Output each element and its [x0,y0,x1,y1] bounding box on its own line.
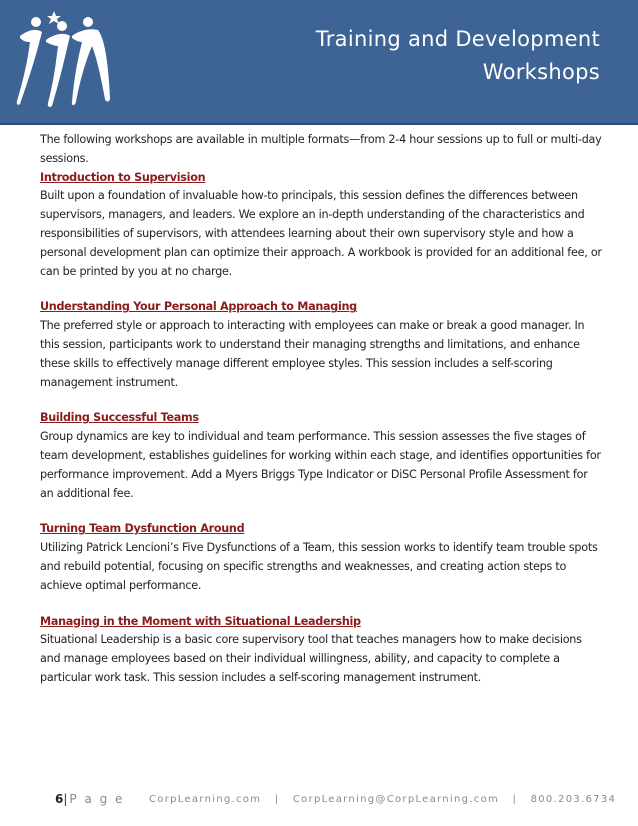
page-title-line-1: Training and Development [315,27,600,51]
workshop-title: Understanding Your Personal Approach to Managing [40,300,357,314]
intro-paragraph: The following workshops are available in multiple formats—from 2-4 hour sessions up to full or multi-day sessions. [40,133,602,165]
workshop-section [40,409,603,503]
workshop-description: The preferred style or approach to interacting with employees can make or break a good manager. In this session, participants work to understand their managing strengths and limitations, and enhance these skills to effectively manage different employee styles. This session includes a self-scoring management instrument. [40,319,585,389]
page-title [180,23,600,89]
page-number-label [55,792,124,806]
workshop-title: Introduction to Supervision [40,170,206,184]
workshop-section [40,613,603,688]
workshop-description: Situational Leadership is a basic core supervisory tool that teaches managers how to make decisions and manage employees based on their individual willingness, ability, and capacity to complete a particular work task. This session includes a self-scoring management instrument. [40,633,582,684]
workshop-title: Managing in the Moment with Situational Leadership [40,614,361,628]
people-figures-logo-icon [14,8,114,113]
page-separator: | [63,792,68,806]
page-number: 6 [55,792,64,806]
header-banner [0,0,638,125]
workshop-section [40,169,603,282]
workshop-title: Turning Team Dysfunction Around [40,522,245,536]
footer-contact-info: CorpLearning.com | CorpLearning@CorpLearning.com | 800.203.6734 [149,794,617,805]
workshop-section [40,298,603,392]
content-body [40,131,603,705]
workshop-description: Built upon a foundation of invaluable how-to principals, this session defines the differences between supervisors, managers, and leaders. We explore an in-depth understanding of the characteristics and responsibilities of supervisors, with attendees learning about their own supervisory style and how a personal development plan can optimize their approach. A workbook is provided for an additional fee, or can be printed by you at no charge. [40,189,602,278]
workshop-section [40,520,603,595]
page-word: P a g e [69,792,125,806]
workshop-description: Group dynamics are key to individual and team performance. This session assesses the five stages of team development, establishes guidelines for working within each stage, and identifies opportunities for performance improvement. Add a Myers Briggs Type Indicator or DiSC Personal Profile Assessment for an additional fee. [40,430,601,500]
page-footer [0,790,638,812]
workshop-description: Utilizing Patrick Lencioni’s Five Dysfunctions of a Team, this session works to identify team trouble spots and rebuild potential, focusing on specific strengths and weaknesses, and creating action steps to achieve optimal performance. [40,541,598,592]
workshop-title: Building Successful Teams [40,411,199,425]
page-title-line-2: Workshops [482,60,600,84]
